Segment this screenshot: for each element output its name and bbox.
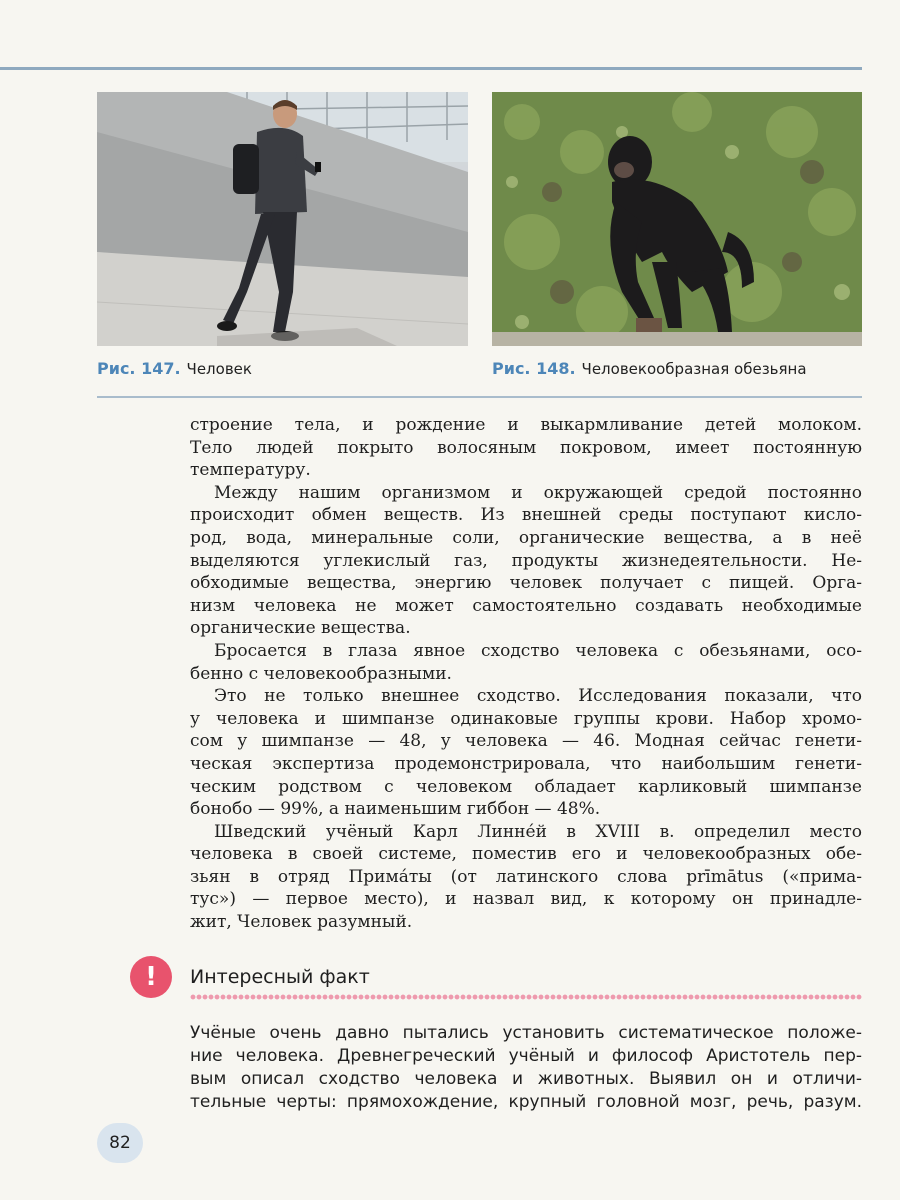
figure-147-number: Рис. 147.	[97, 359, 181, 378]
fact-line: тельные черты: прямохождение, крупный головной мозг, речь, разум.	[190, 1092, 862, 1112]
text-line: тус») — первое место), и назвал вид, к которому он принадле-	[190, 889, 862, 910]
text-line: жит, Человек разумный.	[190, 912, 413, 933]
figure-147-caption	[97, 359, 252, 378]
text-line: бенно с человекообразными.	[190, 663, 452, 684]
figure-148-number: Рис. 148.	[492, 359, 576, 378]
text-line: род, вода, минеральные соли, органические вещества, а в неё	[190, 527, 862, 548]
figures-divider	[97, 396, 862, 398]
top-rule	[0, 67, 862, 70]
text-line: Между нашим организмом и окружающей средой постоянно	[214, 482, 862, 503]
figure-148-text: Человекообразная обезьяна	[581, 360, 807, 378]
text-line: зьян в отряд Прима́ты (от латинского слова prīmātus («прима-	[190, 866, 862, 887]
text-line: строение тела, и рождение и выкармливание детей молоком.	[190, 415, 862, 435]
fact-line: вым описал сходство человека и животных. Выявил он и отличи-	[190, 1069, 862, 1089]
text-line: Бросается в глаза явное сходство человека с обезьянами, осо-	[214, 640, 862, 661]
figure-148-chimpanzee-photo	[492, 92, 862, 346]
text-line: температуру.	[190, 460, 311, 481]
fact-line: Учёные очень давно пытались установить систематическое положе-	[190, 1023, 862, 1043]
exclamation-icon: !	[130, 956, 172, 998]
text-line: низм человека не может самостоятельно создавать необходимые	[190, 595, 862, 616]
figure-147-man-photo	[97, 92, 468, 346]
fact-line: ние человека. Древнегреческий учёный и философ Аристотель пер-	[190, 1046, 862, 1066]
figure-147-text: Человек	[186, 360, 252, 378]
figure-148-caption	[492, 359, 807, 378]
text-line: обходимые вещества, энергию человек получает с пищей. Орга-	[190, 573, 862, 594]
text-line: Тело людей покрыто волосяным покровом, имеет постоянную	[190, 437, 862, 458]
text-line: человека в своей системе, поместив его и человекообразных обе-	[190, 844, 862, 865]
main-text	[190, 414, 862, 934]
fact-dotted-underline	[190, 993, 862, 1001]
text-line: ческая экспертиза продемонстрировала, что наибольшим генети-	[190, 753, 862, 774]
fact-title: Интересный факт	[190, 966, 370, 988]
text-line: Это не только внешнее сходство. Исследования показали, что	[214, 686, 862, 707]
text-line: Шведский учёный Карл Линне́й в XVIII в. определил место	[214, 821, 862, 842]
text-line: ческим родством с человеком обладает карликовый шимпанзе	[190, 776, 862, 797]
text-line: сом у шимпанзе — 48, у человека — 46. Модная сейчас генети-	[190, 731, 862, 752]
text-line: у человека и шимпанзе одинаковые группы крови. Набор хромо-	[190, 708, 862, 729]
fact-text	[190, 1022, 862, 1114]
text-line: выделяются углекислый газ, продукты жизнедеятельности. Не-	[190, 550, 862, 571]
text-line: бонобо — 99%, а наименьшим гиббон — 48%.	[190, 799, 601, 820]
text-line: органические вещества.	[190, 618, 411, 639]
text-line: происходит обмен веществ. Из внешней среды поступают кисло-	[190, 505, 862, 526]
page-number: 82	[97, 1123, 143, 1163]
